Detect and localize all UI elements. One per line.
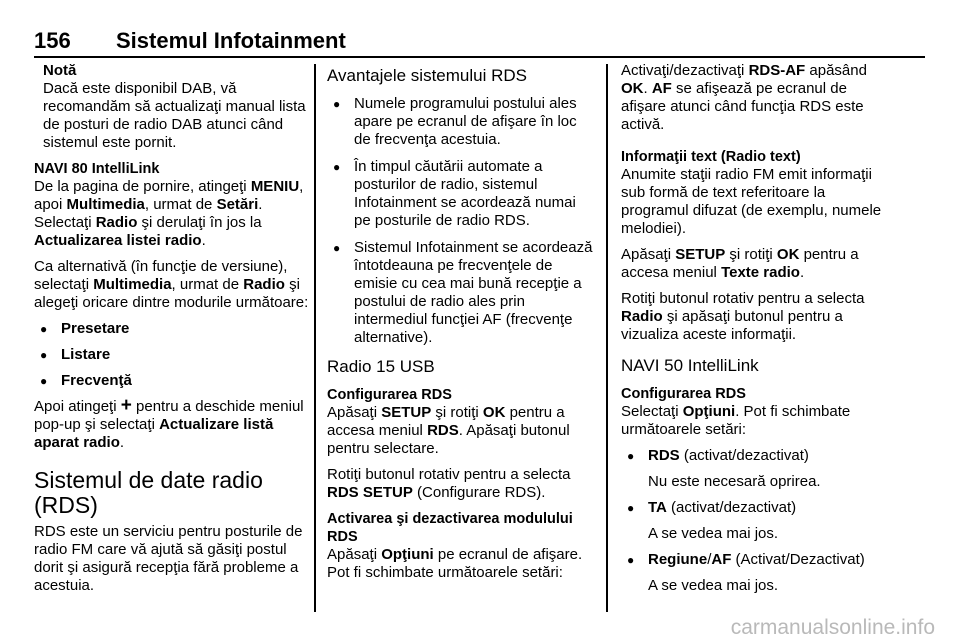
column-divider-2 xyxy=(606,64,608,612)
setup-paragraph: Apăsaţi SETUP şi rotiţi OK pentru a accesa meniul RDS. Apăsaţi butonul pentru selectare. xyxy=(327,404,570,457)
update-list-term: Actualizarea listei radio xyxy=(34,232,202,249)
rds-heading: Sistemul de date radio (RDS) xyxy=(34,467,263,518)
note-text: Dacă este disponibil DAB, vă recomandăm să actualizaţi manual lista de posturi de radio DAB atunci când sistemul este pornit. xyxy=(43,80,306,151)
navi80-paragraph: De la pagina de pornire, atingeţi MENIU, apoi Multimedia, urmat de Setări. Selectaţi Radio şi derulaţi în jos la Actualizarea listei radio. xyxy=(34,178,304,249)
menu-term: MENIU xyxy=(250,178,300,195)
watermark: carmanualsonline.info xyxy=(730,616,935,639)
navi50-config-title: Configurarea RDS xyxy=(621,386,746,402)
activation-title: Activarea şi dezactivarea modulului RDS xyxy=(327,511,573,545)
info-text-title: Informaţii text (Radio text) xyxy=(621,149,801,165)
list-item: ● Numele programului postului ales apare pe ecranul de afişare în loc de frecvenţa acestuia. xyxy=(327,95,595,149)
rds-intro: RDS este un serviciu pentru posturile de radio FM care vă ajută să găsiţi postul dorit şi asigură recepţia fără probleme a acestuia. xyxy=(34,523,303,594)
setting-note: Nu este necesară oprirea. xyxy=(648,473,821,490)
navi50-heading: NAVI 50 IntelliLink xyxy=(621,356,759,375)
rds-af-paragraph: Activaţi/dezactivaţi RDS-AF apăsând OK. AF se afişează pe ecranul de afişare atunci când funcţia RDS este activă. xyxy=(621,62,867,133)
column-1 xyxy=(34,62,309,603)
list-item: ● Presetare xyxy=(34,320,309,338)
popup-paragraph: Apoi atingeţi + pentru a deschide meniul pop-up şi selectaţi Actualizare listă aparat radio. xyxy=(34,395,304,451)
advantages-list xyxy=(327,95,595,347)
header-rule xyxy=(34,56,925,58)
advantages-heading: Avantajele sistemului RDS xyxy=(327,66,527,85)
list-item: ● În timpul căutării automate a posturilor de radio, sistemul Infotainment se acordează numai pe posturile de radio RDS. xyxy=(327,158,595,230)
alternative-paragraph: Ca alternativă (în funcţie de versiune), selectaţi Multimedia, urmat de Radio şi alegeţi oricare dintre modurile următoare: xyxy=(34,258,309,311)
config-rds-title: Configurarea RDS xyxy=(327,387,452,403)
plus-icon: + xyxy=(120,395,132,416)
settings-list xyxy=(621,499,896,517)
navi50-options-paragraph: Selectaţi Opţiuni. Pot fi schimbate următoarele setări: xyxy=(621,403,851,438)
modes-list xyxy=(34,320,309,390)
column-3 xyxy=(621,62,896,603)
settings-list xyxy=(621,447,896,465)
list-item: ● Sistemul Infotainment se acordează întotdeauna pe frecvenţele de emisie cu cea mai bună recepţie a postului de radio ales prin intermediul funcţiei AF (frecvenţe alternative). xyxy=(327,239,595,347)
options-paragraph: Apăsaţi Opţiuni pe ecranul de afişare. Pot fi schimbate următoarele setări: xyxy=(327,546,583,581)
setting-note: A se vedea mai jos. xyxy=(648,577,779,594)
info-text-paragraph: Anumite staţii radio FM emit informaţii sub formă de text referitoare la programul difuzat (de exemplu, numele melodiei). xyxy=(621,166,882,237)
radio-term: Radio xyxy=(95,214,138,231)
list-item: ● Listare xyxy=(34,346,309,364)
list-item: ● RDS (activat/dezactivat) xyxy=(621,447,896,465)
settings-term: Setări xyxy=(216,196,259,213)
multimedia-term: Multimedia xyxy=(66,196,145,213)
view-info-paragraph: Rotiţi butonul rotativ pentru a selecta Radio şi apăsaţi butonul pentru a vizualiza aceste informaţii. xyxy=(621,290,865,343)
note-title: Notă xyxy=(43,62,77,79)
radio15-heading: Radio 15 USB xyxy=(327,357,435,376)
setting-note: A se vedea mai jos. xyxy=(648,525,779,542)
page-number: 156 xyxy=(34,28,71,53)
page-header xyxy=(34,28,924,54)
texte-radio-paragraph: Apăsaţi SETUP şi rotiţi OK pentru a accesa meniul Texte radio. xyxy=(621,246,859,281)
navi80-heading: NAVI 80 IntelliLink xyxy=(34,161,160,177)
rds-setup-paragraph: Rotiţi butonul rotativ pentru a selecta RDS SETUP (Configurare RDS). xyxy=(327,466,571,501)
list-item: ● Regiune/AF (Activat/Dezactivat) xyxy=(621,551,896,569)
column-2 xyxy=(327,62,595,590)
column-divider-1 xyxy=(314,64,316,612)
settings-list xyxy=(621,551,896,569)
note-box xyxy=(43,62,309,152)
list-item: ● Frecvenţă xyxy=(34,372,309,390)
page-title: Sistemul Infotainment xyxy=(116,28,346,53)
list-item: ● TA (activat/dezactivat) xyxy=(621,499,896,517)
